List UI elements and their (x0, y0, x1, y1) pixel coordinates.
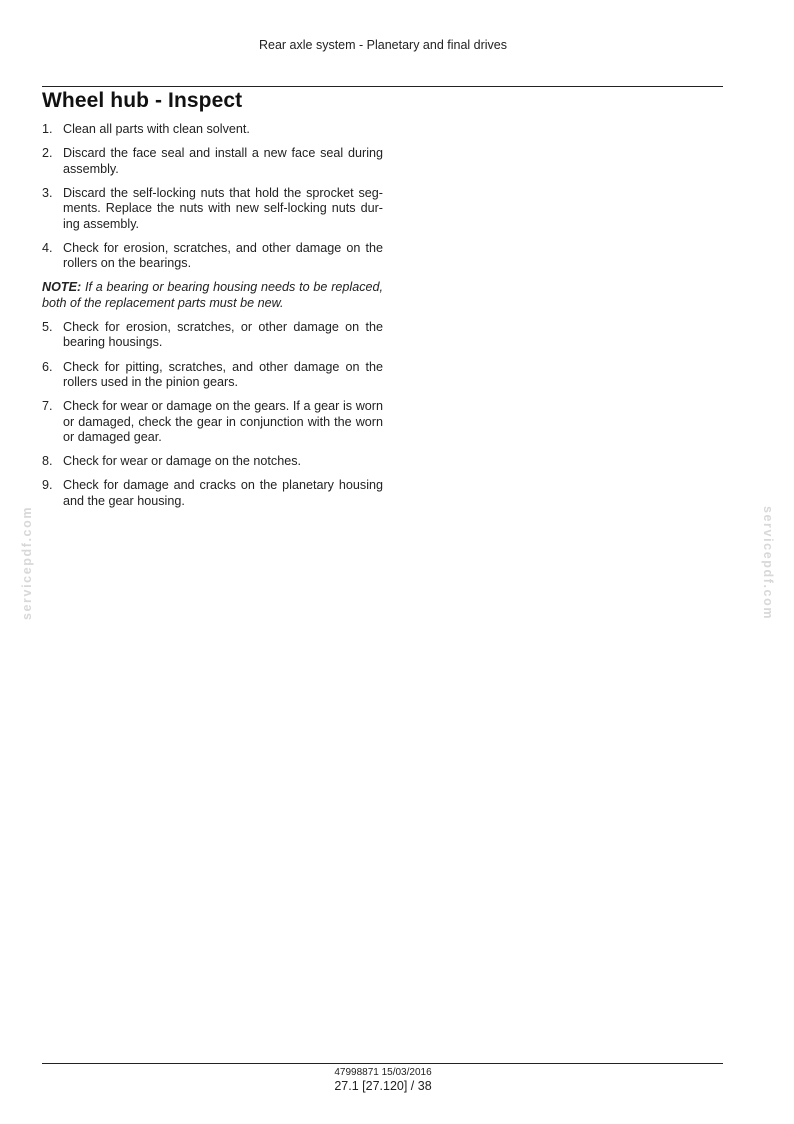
step-text: Discard the face seal and install a new face seal during assembly. (63, 146, 383, 176)
header-rule (42, 86, 723, 87)
procedure-content (42, 122, 383, 518)
step-text: Check for damage and cracks on the planetary housing and the gear housing. (63, 478, 383, 508)
step-8 (42, 454, 383, 469)
step-number: 9. (42, 478, 53, 493)
running-header: Rear axle system - Planetary and final drives (258, 38, 508, 52)
watermark-left: servicepdf.com (20, 505, 34, 621)
step-number: 1. (42, 122, 53, 136)
watermark-right: servicepdf.com (761, 505, 775, 621)
step-6 (42, 360, 383, 391)
step-9 (42, 478, 383, 509)
step-text: Discard the self-locking nuts that hold the sprocket segments. Replace the nuts with new self-locking nuts during assembly. (63, 185, 383, 231)
step-number: 5. (42, 320, 53, 335)
step-number: 7. (42, 399, 53, 414)
step-5 (42, 320, 383, 351)
step-number: 6. (42, 359, 53, 374)
step-number: 2. (42, 146, 53, 161)
section-title: Wheel hub - Inspect (42, 89, 243, 112)
note-block (42, 280, 383, 311)
step-1 (42, 122, 383, 137)
footer-document-info: 47998871 15/03/2016 (334, 1067, 432, 1078)
step-number: 4. (42, 240, 53, 255)
step-number: 8. (42, 454, 53, 469)
step-text: Check for pitting, scratches, and other damage on the rollers used in the pinion gears. (63, 359, 383, 390)
step-text: Check for wear or damage on the notches. (63, 454, 302, 469)
step-text: Clean all parts with clean solvent. (63, 122, 250, 136)
footer-page-reference: 27.1 [27.120] / 38 (334, 1079, 432, 1093)
step-text: Check for wear or damage on the gears. If a gear is worn or damaged, check the gear in conjunction with the worn or damaged gear. (63, 399, 383, 445)
step-2 (42, 146, 383, 177)
footer-rule (42, 1063, 723, 1064)
step-4 (42, 241, 383, 272)
step-text: Check for erosion, scratches, or other damage on the bearing housings. (63, 320, 383, 350)
note-label: NOTE: (42, 280, 82, 295)
step-7 (42, 399, 383, 445)
step-text: Check for erosion, scratches, and other damage on the rollers on the bearings. (63, 240, 383, 271)
step-number: 3. (42, 185, 53, 200)
step-3 (42, 186, 383, 232)
note-text: If a bearing or bearing housing needs to be replaced, both of the replacement parts must be new. (42, 280, 384, 310)
